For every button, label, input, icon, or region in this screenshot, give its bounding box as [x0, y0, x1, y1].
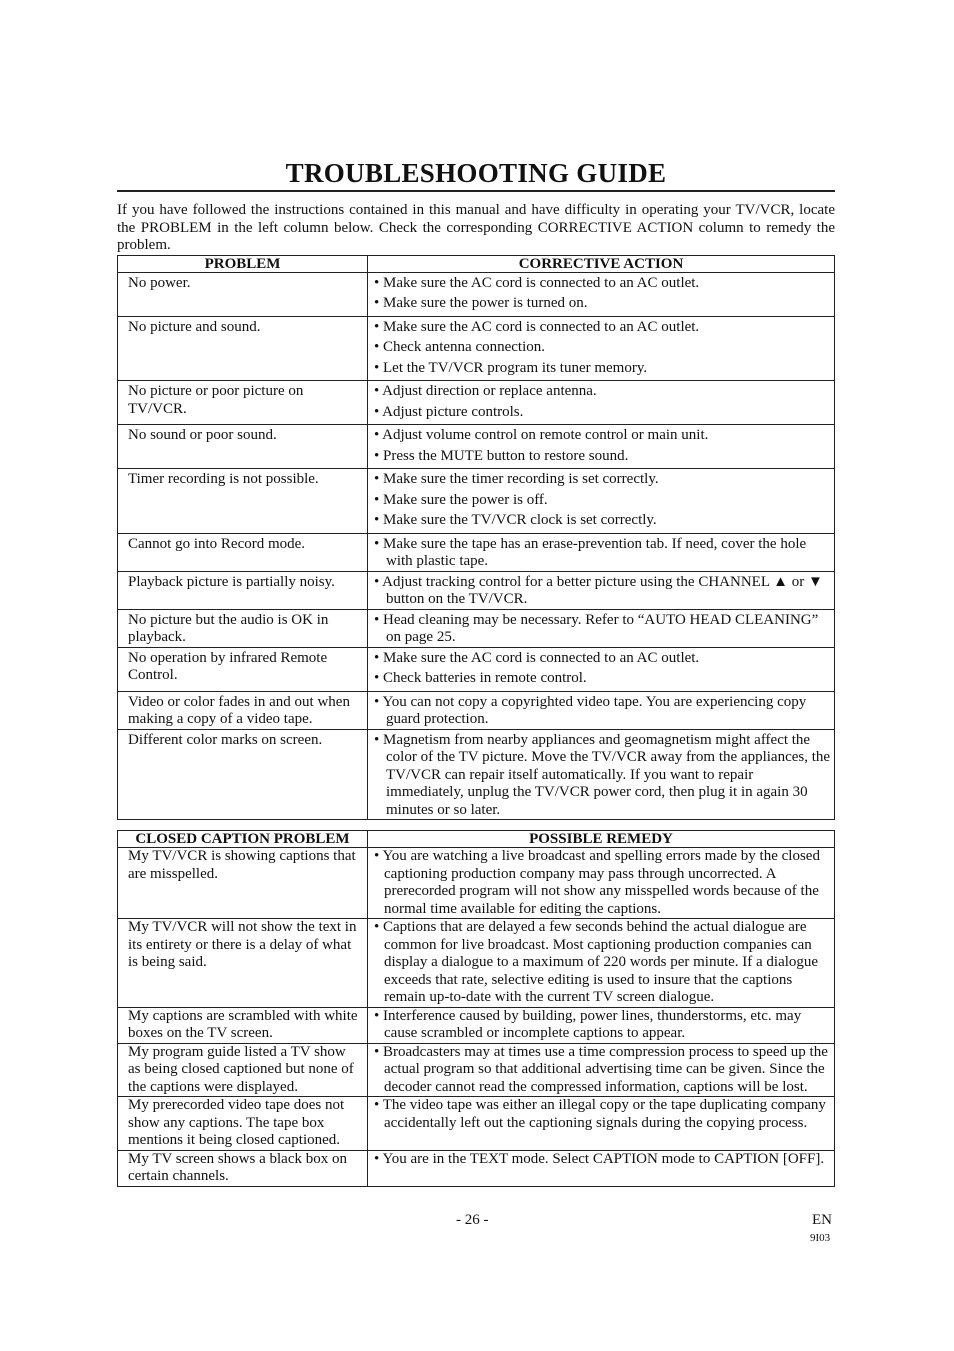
table-row: [118, 1150, 835, 1186]
action-item: • Adjust volume control on remote control or main unit.: [374, 427, 709, 443]
language-code: EN: [812, 1212, 832, 1228]
corrective-action-cell: [368, 272, 835, 316]
table-row: [118, 381, 835, 425]
problem-cell: Video or color fades in and out when making a copy of a video tape.: [118, 691, 368, 729]
problem-cell: No picture but the audio is OK in playback.: [118, 609, 368, 647]
table-row: [118, 1007, 835, 1043]
remedy-item: • Broadcasters may at times use a time compression process to speed up the actual program so that additional advertising time can be given. Since the decoder cannot read the compressed information, captions will be lost.: [374, 1043, 828, 1095]
remedy-item: • Captions that are delayed a few seconds behind the actual dialogue are common for live broadcast. Most captioning production companies can display a dialogue to a maximum of 220 words per minute. If a dialogue exceeds that rate, selective editing is used to insure that the captions remain up-to-date with the current TV screen dialogue.: [374, 919, 819, 1005]
action-item: • Make sure the tape has an erase-prevention tab. If need, cover the hole with plastic tape.: [374, 535, 807, 569]
table-row: [118, 316, 835, 381]
possible-remedy-cell: [368, 1150, 835, 1186]
action-item: • Make sure the AC cord is connected to an AC outlet.: [374, 318, 700, 335]
action-item: • Magnetism from nearby appliances and geomagnetism might affect the color of the TV picture. Move the TV/VCR away from the appliances, the TV/VCR can repair itself automatically. If you want to repair immediately, unplug the TV/VCR power cord, then plug it in again 30 minutes or so later.: [374, 731, 831, 818]
action-item: • Adjust tracking control for a better picture using the CHANNEL ▲ or ▼ button on the TV/VCR.: [374, 573, 823, 607]
table-row: [118, 647, 835, 691]
action-item: • Head cleaning may be necessary. Refer to “AUTO HEAD CLEANING” on page 25.: [374, 611, 819, 645]
caption-problem-cell: My TV/VCR will not show the text in its entirety or there is a delay of what is being said.: [118, 919, 368, 1008]
table-row: [118, 729, 835, 820]
table-row: [118, 1097, 835, 1151]
corrective-action-cell: [368, 533, 835, 571]
corrective-action-cell: [368, 571, 835, 609]
action-item: • Make sure the power is off.: [374, 491, 548, 508]
problem-cell: Playback picture is partially noisy.: [118, 571, 368, 609]
problem-cell: Cannot go into Record mode.: [118, 533, 368, 571]
action-item: • Let the TV/VCR program its tuner memory.: [374, 359, 648, 376]
corrective-action-cell: [368, 469, 835, 534]
problem-cell: No power.: [118, 272, 368, 316]
remedy-item: • You are watching a live broadcast and spelling errors made by the closed captioning production company may pass through uncorrected. A prerecorded program will not show any misspelled words because of the normal time available for editing the captions.: [374, 848, 820, 917]
possible-remedy-cell: [368, 1007, 835, 1043]
action-item: • Make sure the AC cord is connected to an AC outlet.: [374, 274, 700, 291]
document-code: 9I03: [810, 1232, 831, 1244]
page-title: TROUBLESHOOTING GUIDE: [117, 158, 835, 192]
possible-remedy-header: POSSIBLE REMEDY: [368, 831, 835, 848]
corrective-action-header: CORRECTIVE ACTION: [368, 255, 835, 272]
action-item: • Make sure the TV/VCR clock is set correctly.: [374, 512, 657, 528]
problem-cell: No picture and sound.: [118, 316, 368, 381]
table-row: [118, 533, 835, 571]
problem-cell: No operation by infrared Remote Control.: [118, 647, 368, 691]
action-item: • Make sure the timer recording is set correctly.: [374, 471, 659, 487]
problem-cell: Different color marks on screen.: [118, 729, 368, 820]
caption-problem-cell: My prerecorded video tape does not show any captions. The tape box mentions it being closed captioned.: [118, 1097, 368, 1151]
problem-cell: No picture or poor picture on TV/VCR.: [118, 381, 368, 425]
action-item: • Press the MUTE button to restore sound.: [374, 447, 629, 464]
caption-problem-cell: My TV/VCR is showing captions that are misspelled.: [118, 848, 368, 919]
action-item: • Make sure the power is turned on.: [374, 295, 588, 311]
corrective-action-cell: [368, 609, 835, 647]
action-item: • Adjust direction or replace antenna.: [374, 383, 597, 399]
action-item: • Check batteries in remote control.: [374, 670, 587, 686]
table-header-row: [118, 255, 835, 272]
problem-header: PROBLEM: [118, 255, 368, 272]
action-item: • Check antenna connection.: [374, 339, 546, 355]
problem-cell: Timer recording is not possible.: [118, 469, 368, 534]
caption-problem-cell: My program guide listed a TV show as being closed captioned but none of the captions were displayed.: [118, 1043, 368, 1097]
table-row: [118, 848, 835, 919]
caption-problem-cell: My captions are scrambled with white boxes on the TV screen.: [118, 1007, 368, 1043]
caption-problem-cell: My TV screen shows a black box on certain channels.: [118, 1150, 368, 1186]
table-row: [118, 691, 835, 729]
problem-cell: No sound or poor sound.: [118, 425, 368, 469]
troubleshooting-table: [117, 255, 835, 821]
table-row: [118, 272, 835, 316]
possible-remedy-cell: [368, 919, 835, 1008]
corrective-action-cell: [368, 316, 835, 381]
closed-caption-table-body: [118, 848, 835, 1187]
table-header-row: [118, 831, 835, 848]
table-row: [118, 425, 835, 469]
corrective-action-cell: [368, 647, 835, 691]
table-row: [118, 571, 835, 609]
remedy-item: • The video tape was either an illegal copy or the tape duplicating company accidentally left out the captioning signals during the copying process.: [374, 1097, 826, 1131]
corrective-action-cell: [368, 729, 835, 820]
remedy-item: • You are in the TEXT mode. Select CAPTION mode to CAPTION [OFF].: [374, 1150, 825, 1167]
table-row: [118, 609, 835, 647]
table-row: [118, 469, 835, 534]
possible-remedy-cell: [368, 848, 835, 919]
corrective-action-cell: [368, 691, 835, 729]
troubleshooting-page: [117, 158, 835, 1187]
action-item: • Make sure the AC cord is connected to an AC outlet.: [374, 649, 700, 666]
action-item: • Adjust picture controls.: [374, 403, 524, 420]
closed-caption-problem-header: CLOSED CAPTION PROBLEM: [118, 831, 368, 848]
page-number: - 26 -: [456, 1212, 489, 1228]
possible-remedy-cell: [368, 1043, 835, 1097]
remedy-item: • Interference caused by building, power lines, thunderstorms, etc. may cause scrambled or incomplete captions to appear.: [374, 1007, 802, 1041]
possible-remedy-cell: [368, 1097, 835, 1151]
corrective-action-cell: [368, 381, 835, 425]
action-item: • You can not copy a copyrighted video tape. You are experiencing copy guard protection.: [374, 693, 807, 727]
corrective-action-cell: [368, 425, 835, 469]
intro-paragraph: If you have followed the instructions contained in this manual and have difficulty in operating your TV/VCR, locate the PROBLEM in the left column below. Check the corresponding CORRECTIVE ACTION column to remedy the problem.: [117, 202, 835, 253]
table-row: [118, 1043, 835, 1097]
closed-caption-table: [117, 830, 835, 1187]
table-row: [118, 919, 835, 1008]
troubleshooting-table-body: [118, 272, 835, 820]
